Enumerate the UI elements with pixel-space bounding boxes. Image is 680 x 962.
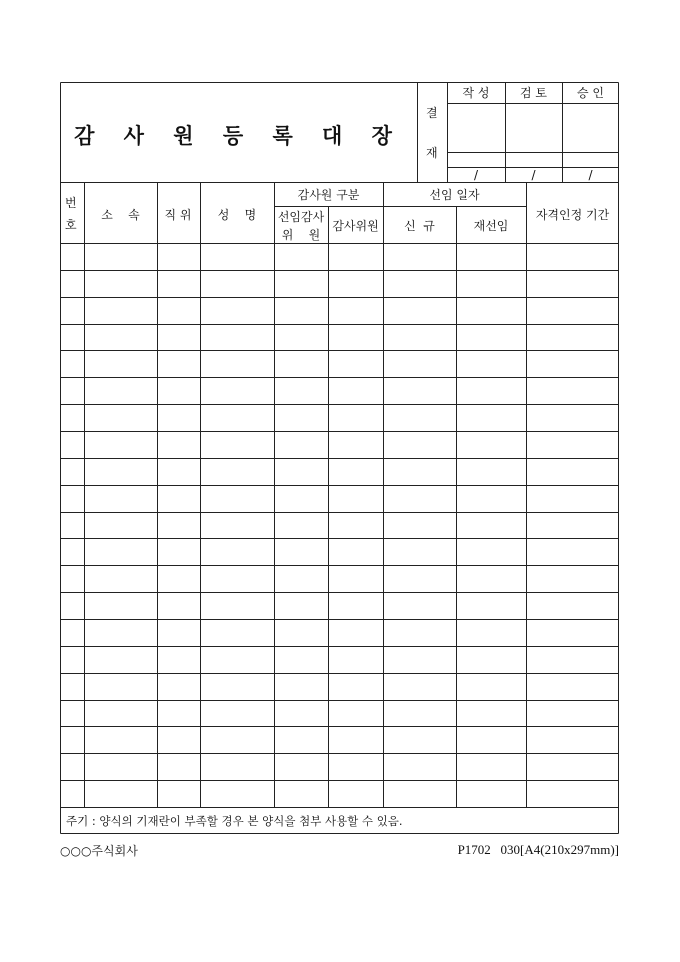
- approval-header-write: 작 성: [462, 86, 490, 100]
- col-affiliation: 소 속: [101, 208, 140, 222]
- col-qualification-period: 자격인정 기간: [535, 208, 610, 222]
- approval-label-bottom: 재: [426, 146, 438, 160]
- col-position: 직 위: [164, 208, 192, 222]
- form-note: 주기 : 양식의 기재란이 부족할 경우 본 양식을 첨부 사용할 수 있음.: [66, 814, 403, 828]
- col-new: 신 규: [404, 219, 435, 233]
- col-senior-bottom: 위 원: [281, 228, 321, 242]
- approval-date-write: /: [473, 168, 479, 182]
- col-reappointed: 재선임: [473, 219, 509, 233]
- col-auditor-member: 감사위원: [332, 219, 379, 233]
- approval-date-review: /: [531, 168, 536, 182]
- form-code: P1702 030[A4(210x297mm)]: [457, 842, 619, 857]
- col-number-top: 번: [65, 196, 77, 210]
- col-name: 성 명: [217, 208, 257, 222]
- company-name: ○○○주식회사: [60, 844, 138, 858]
- approval-label-top: 결: [426, 106, 438, 120]
- audit-register-form: [60, 82, 619, 834]
- col-number-bottom: 호: [65, 218, 77, 232]
- approval-header-review: 검 토: [520, 86, 547, 100]
- approval-header-approve: 승 인: [577, 86, 604, 100]
- document-title: 감 사 원 등 록 대 장: [74, 123, 403, 148]
- col-senior-top: 선임감사: [277, 210, 325, 224]
- group-appointment-date: 선임 일자: [429, 188, 480, 202]
- approval-date-approve: /: [588, 168, 593, 182]
- group-auditor-type: 감사원 구분: [297, 188, 360, 202]
